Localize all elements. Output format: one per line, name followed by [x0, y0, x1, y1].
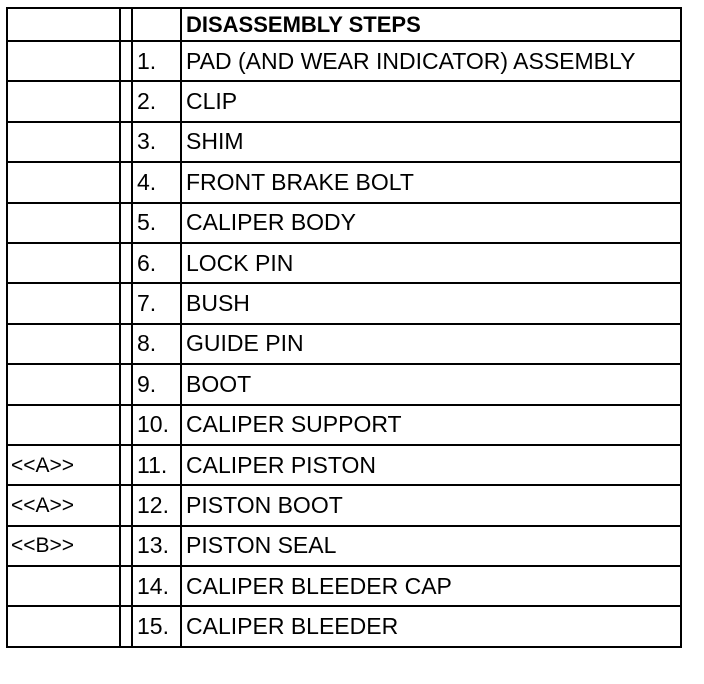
step-gap [120, 243, 132, 283]
step-number: 2. [132, 81, 181, 121]
step-note [7, 364, 120, 404]
header-gap-cell [120, 8, 132, 41]
table-row [7, 203, 681, 243]
step-note [7, 283, 120, 323]
table-row [7, 485, 681, 525]
step-gap [120, 324, 132, 364]
step-gap [120, 203, 132, 243]
step-note [7, 41, 120, 81]
table-row [7, 283, 681, 323]
step-gap [120, 283, 132, 323]
step-number: 3. [132, 122, 181, 162]
step-note [7, 405, 120, 445]
step-note [7, 122, 120, 162]
step-description: SHIM [181, 122, 681, 162]
table-row [7, 162, 681, 202]
table-row [7, 243, 681, 283]
table-row [7, 405, 681, 445]
step-number: 10. [132, 405, 181, 445]
step-gap [120, 364, 132, 404]
header-num-cell [132, 8, 181, 41]
step-number: 4. [132, 162, 181, 202]
step-note [7, 243, 120, 283]
step-description: PISTON BOOT [181, 485, 681, 525]
step-number: 12. [132, 485, 181, 525]
step-note: <<B>> [7, 526, 120, 566]
step-number: 11. [132, 445, 181, 485]
table-row [7, 566, 681, 606]
step-description: CALIPER BLEEDER CAP [181, 566, 681, 606]
steps-table-body [7, 8, 681, 647]
step-description: GUIDE PIN [181, 324, 681, 364]
step-number: 14. [132, 566, 181, 606]
table-title: DISASSEMBLY STEPS [181, 8, 681, 41]
step-gap [120, 445, 132, 485]
step-number: 1. [132, 41, 181, 81]
step-number: 13. [132, 526, 181, 566]
step-description: CALIPER SUPPORT [181, 405, 681, 445]
step-description: PAD (AND WEAR INDICATOR) ASSEMBLY [181, 41, 681, 81]
step-note [7, 606, 120, 646]
step-number: 5. [132, 203, 181, 243]
step-number: 7. [132, 283, 181, 323]
step-number: 8. [132, 324, 181, 364]
step-description: CALIPER BLEEDER [181, 606, 681, 646]
table-row [7, 324, 681, 364]
step-note [7, 566, 120, 606]
step-number: 6. [132, 243, 181, 283]
step-description: BOOT [181, 364, 681, 404]
step-gap [120, 606, 132, 646]
table-row [7, 445, 681, 485]
step-number: 15. [132, 606, 181, 646]
step-gap [120, 566, 132, 606]
step-note [7, 203, 120, 243]
header-row [7, 8, 681, 41]
step-description: BUSH [181, 283, 681, 323]
table-row [7, 41, 681, 81]
table-row [7, 81, 681, 121]
step-gap [120, 81, 132, 121]
header-note-cell [7, 8, 120, 41]
step-gap [120, 122, 132, 162]
step-description: CALIPER PISTON [181, 445, 681, 485]
step-note: <<A>> [7, 445, 120, 485]
step-description: FRONT BRAKE BOLT [181, 162, 681, 202]
disassembly-steps-table [6, 7, 682, 648]
step-note [7, 81, 120, 121]
step-description: LOCK PIN [181, 243, 681, 283]
step-gap [120, 162, 132, 202]
step-gap [120, 41, 132, 81]
step-number: 9. [132, 364, 181, 404]
step-gap [120, 526, 132, 566]
table-row [7, 526, 681, 566]
step-note [7, 162, 120, 202]
step-gap [120, 485, 132, 525]
step-gap [120, 405, 132, 445]
table-row [7, 606, 681, 646]
step-description: CLIP [181, 81, 681, 121]
table-row [7, 122, 681, 162]
step-note [7, 324, 120, 364]
step-description: CALIPER BODY [181, 203, 681, 243]
step-note: <<A>> [7, 485, 120, 525]
table-row [7, 364, 681, 404]
step-description: PISTON SEAL [181, 526, 681, 566]
